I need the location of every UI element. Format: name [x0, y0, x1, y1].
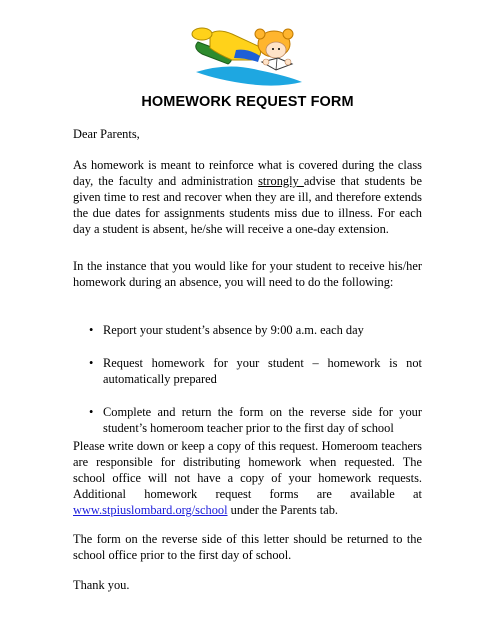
list-item-text: Request homework for your student – homework is not automatically prepared — [103, 356, 422, 386]
bullet-icon: • — [89, 323, 94, 337]
bullet-icon: • — [89, 356, 94, 370]
return-form-paragraph: The form on the reverse side of this letter should be returned to the school office prior to the first day of school. — [73, 532, 422, 562]
steps-list — [73, 322, 422, 453]
intro-text-start: As homework is meant to reinforce what is covered during the class day, the faculty and administration — [73, 158, 422, 188]
intro-paragraph — [73, 157, 422, 237]
bullet-icon: • — [89, 405, 94, 419]
list-item — [73, 355, 422, 387]
list-item-text: Complete and return the form on the reverse side for your student’s homeroom teacher prior to the first day of school — [103, 405, 422, 435]
copy-request-text-end: under the Parents tab. — [227, 503, 338, 517]
list-item — [73, 322, 422, 338]
copy-request-paragraph — [73, 438, 422, 518]
girl-reading-book-icon — [188, 20, 308, 90]
list-item — [73, 404, 422, 436]
copy-request-text-start: Please write down or keep a copy of this request. Homeroom teachers are responsible for distributing homework when requested. The school office will not have a copy of your homework requests. Additional homework request forms are available at — [73, 439, 422, 501]
school-website-link[interactable]: www.stpiuslombard.org/school — [73, 503, 228, 517]
intro-text-end: advise that students be given time to rest and recover when they are ill, and therefore extends the due dates for assignments students miss due to illness. For each day a student is absent, he/she will receive a one-day extension. — [73, 174, 422, 236]
list-item-text: Report your student’s absence by 9:00 a.m. each day — [103, 323, 364, 337]
intro-emphasis: strongly — [258, 174, 304, 188]
closing: Thank you. — [73, 578, 130, 592]
instructions-paragraph: In the instance that you would like for your student to receive his/her homework during an absence, you will need to do the following: — [73, 259, 422, 289]
salutation: Dear Parents, — [73, 127, 140, 141]
form-title: HOMEWORK REQUEST FORM — [141, 94, 354, 110]
